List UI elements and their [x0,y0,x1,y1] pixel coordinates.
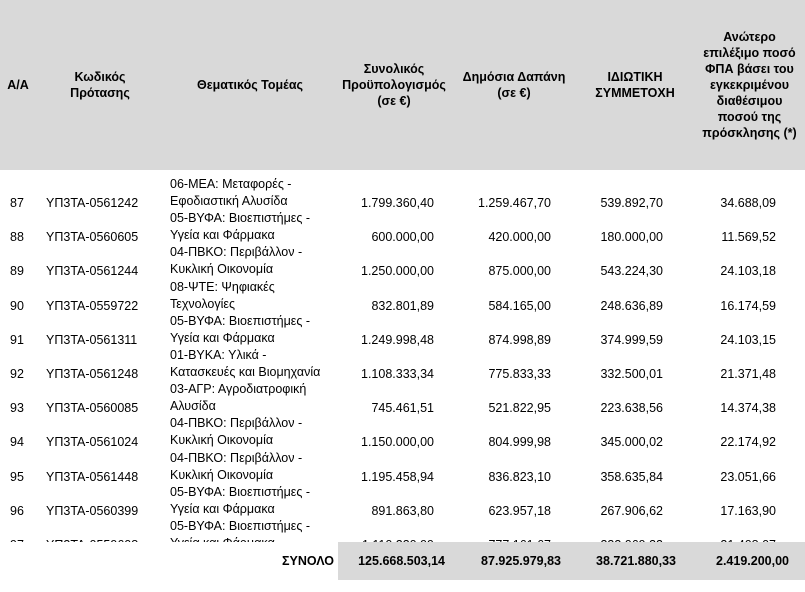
table-row [0,244,805,278]
cell-private: 374.999,59 [600,332,663,347]
cell-code: ΥΠ3ΤΑ-0561448 [46,469,139,484]
table-row [0,484,805,518]
table-row [0,415,805,449]
header-aa: Α/Α [7,78,29,92]
table-row [0,210,805,244]
cell-code: ΥΠ3ΤΑ-0561248 [46,367,139,381]
totals-private: 38.721.880,33 [567,542,682,580]
cell-aa: 95 [10,469,24,484]
header-private: ΙΔΙΩΤΙΚΗ ΣΥΜΜΕΤΟΧΗ [595,70,675,100]
table-row [0,279,805,313]
cell-sector-line2: Κυκλική Οικονομία [170,433,274,448]
cell-private: 358.635,84 [600,469,663,484]
cell-code: ΥΠ3ΤΑ-0561311 [46,332,138,347]
header-budget: Συνολικός Προϋπολογισμός (σε €) [342,62,446,108]
cell-vat: 24.103,18 [720,264,776,279]
cell-public: 623.957,18 [488,503,551,518]
cell-sector-line2: Κατασκευές και Βιομηχανία [170,365,321,379]
cell-sector [170,415,340,449]
cell-code: ΥΠ3ΤΑ-0561244 [46,264,139,279]
header-public: Δημόσια Δαπάνη (σε €) [462,70,566,100]
table-row [0,313,805,347]
cell-public: 420.000,00 [488,230,551,245]
cell-private: 539.892,70 [600,196,663,210]
cell-sector [170,484,340,518]
cell-private: 180.000,00 [600,230,663,245]
header-sector: Θεματικός Τομέας [196,78,304,92]
cell-budget: 1.250.000,00 [361,264,434,279]
totals-vat: 2.419.200,00 [682,542,805,580]
totals-label: ΣΥΝΟΛΟ [0,542,338,580]
cell-budget: 600.000,00 [371,230,434,245]
cell-budget: 745.461,51 [371,401,434,416]
cell-sector [170,176,340,210]
cell-aa: 93 [10,401,24,416]
cell-aa: 87 [10,196,24,210]
cell-sector-line2: Κυκλική Οικονομία [170,467,274,482]
cell-sector-line2: Υγεία και Φάρμακα [170,228,275,243]
cell-sector [170,210,340,244]
cell-sector-line1: 06-ΜΕΑ: Μεταφορές - [170,177,292,191]
header-vat: Ανώτερο επιλέξιμο ποσό ΦΠΑ βάσει του εγκεκριμένου διαθέσιμου ποσού της πρόσκλησης (*) [702,30,797,140]
cell-sector-line2: Υγεία και Φάρμακα [170,501,275,516]
cell-private: 543.224,30 [600,264,663,279]
table-row [0,450,805,484]
totals-public: 87.925.979,83 [447,542,567,580]
cell-public: 1.259.467,70 [478,196,551,210]
cell-vat: 16.174,59 [720,298,776,313]
cell-private: 223.638,56 [600,401,663,416]
cell-budget: 1.799.360,40 [361,196,434,210]
cell-code: ΥΠ3ΤΑ-0561024 [46,435,139,450]
cell-public: 584.165,00 [488,298,551,313]
cell-sector-line2: Υγεία και Φάρμακα [170,330,275,345]
cell-sector-line1: 04-ΠΒΚΟ: Περιβάλλον - [170,450,303,465]
cell-private: 345.000,02 [600,435,663,450]
cell-aa: 89 [10,264,24,279]
cell-vat: 11.569,52 [721,230,776,245]
cell-budget: 1.108.333,34 [361,367,434,381]
table-row [0,381,805,415]
cell-sector-line1: 05-ΒΥΦΑ: Βιοεπιστήμες - [170,484,311,499]
cell-sector [170,347,340,381]
cell-sector [170,313,340,347]
cell-private: 248.636,89 [600,298,663,313]
cell-vat: 23.051,66 [720,469,776,484]
cell-public: 521.822,95 [488,401,551,416]
cell-vat: 22.174,92 [720,435,776,450]
totals-row [0,542,805,580]
cell-vat: 14.374,38 [720,401,776,416]
cell-sector [170,279,340,313]
cell-sector-line2: Κυκλική Οικονομία [170,262,274,277]
cell-sector-line1: 04-ΠΒΚΟ: Περιβάλλον - [170,416,303,431]
cell-code: ΥΠ3ΤΑ-0560399 [46,503,139,518]
cell-vat: 34.688,09 [720,196,776,210]
cell-public: 874.998,89 [488,332,551,347]
cell-aa: 96 [10,503,24,518]
cell-aa: 90 [10,298,24,313]
cell-code: ΥΠ3ΤΑ-0559722 [46,298,139,313]
cell-code: ΥΠ3ΤΑ-0560085 [46,401,139,416]
cell-budget: 1.195.458,94 [361,469,434,484]
cell-sector-line1: 04-ΠΒΚΟ: Περιβάλλον - [170,245,303,260]
cell-budget: 1.150.000,00 [361,435,434,450]
cell-sector [170,244,340,278]
cell-sector-line1: 08-ΨΤΕ: Ψηφιακές [170,279,275,294]
cell-sector-line1: 05-ΒΥΦΑ: Βιοεπιστήμες - [170,211,311,226]
cell-sector-line1: 03-ΑΓΡ: Αγροδιατροφική [170,382,307,397]
cell-vat: 24.103,15 [720,332,776,347]
cell-sector [170,450,340,484]
cell-vat: 17.163,90 [720,503,776,518]
cell-aa: 92 [10,367,24,381]
table-row [0,347,805,381]
totals-budget: 125.668.503,14 [338,542,447,580]
cell-sector [170,381,340,415]
header-code: Κωδικός Πρότασης [70,70,130,100]
cell-budget: 891.863,80 [371,503,434,518]
cell-sector-line2: Τεχνολογίες [170,296,235,311]
cell-vat: 21.371,48 [720,367,776,381]
cell-sector-line1: 05-ΒΥΦΑ: Βιοεπιστήμες - [170,313,311,328]
cell-budget: 832.801,89 [371,298,434,313]
cell-code: ΥΠ3ΤΑ-0561242 [46,196,139,210]
cell-aa: 91 [10,332,24,347]
cell-private: 332.500,01 [600,367,663,381]
table-row [0,176,805,210]
cell-code: ΥΠ3ΤΑ-0560605 [46,230,139,245]
cell-budget: 1.249.998,48 [361,332,434,347]
cell-public: 875.000,00 [488,264,551,279]
cell-sector-line1: 01-ΒΥΚΑ: Υλικά - [170,348,267,362]
table-header [0,0,805,170]
cell-sector-line2: Εφοδιαστική Αλυσίδα [170,194,288,208]
cell-public: 836.823,10 [488,469,551,484]
cell-public: 804.999,98 [488,435,551,450]
cell-sector-line1: 05-ΒΥΦΑ: Βιοεπιστήμες - [170,519,311,533]
cell-public: 775.833,33 [488,367,551,381]
cell-aa: 88 [10,230,24,245]
cell-aa: 94 [10,435,24,450]
cell-private: 267.906,62 [600,503,663,518]
cell-sector-line2: Αλυσίδα [170,399,216,414]
